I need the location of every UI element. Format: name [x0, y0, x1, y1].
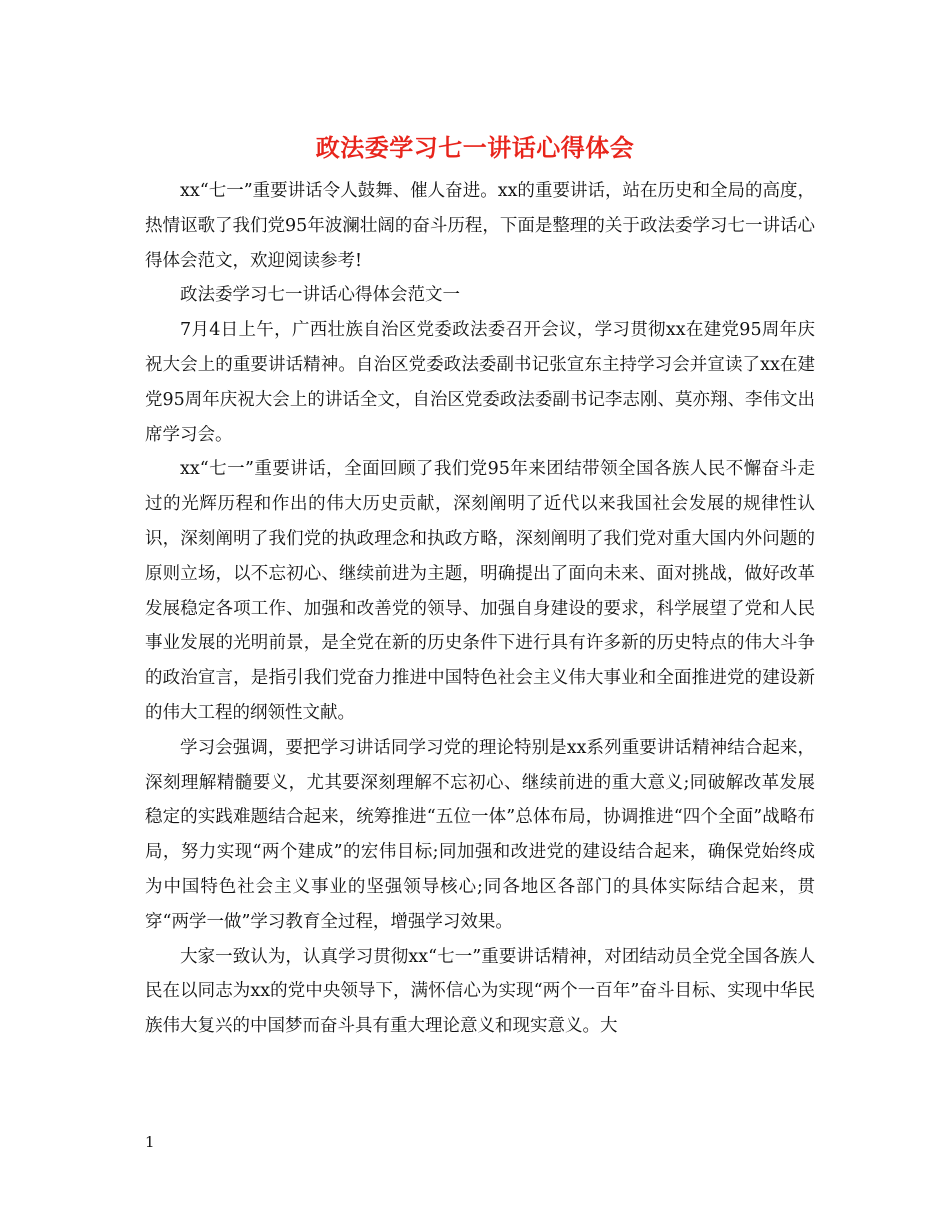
page-number: 1 [145, 1133, 155, 1151]
document-body [145, 174, 815, 1044]
paragraph-meeting: 7月4日上午，广西壮族自治区党委政法委召开会议，学习贯彻xx在建党95周年庆祝大会上的重要讲话精神。自治区党委政法委副书记张宣东主持学习会并宣读了xx在建党95周年庆祝大会上的讲话全文，自治区党委政法委副书记李志刚、莫亦翔、李伟文出席学习会。 [145, 320, 815, 445]
paragraph-consensus: 大家一致认为，认真学习贯彻xx“七一”重要讲话精神，对团结动员全党全国各族人民在以同志为xx的党中央领导下，满怀信心为实现“两个一百年”奋斗目标、实现中华民族伟大复兴的中国梦而奋斗具有重大理论意义和现实意义。大 [145, 946, 815, 1037]
paragraph-study-emphasis: 学习会强调，要把学习讲话同学习党的理论特别是xx系列重要讲话精神结合起来，深刻理解精髓要义，尤其要深刻理解不忘初心、继续前进的重大意义;同破解改革发展稳定的实践难题结合起来，统筹推进“五位一体”总体布局，协调推进“四个全面”战略布局，努力实现“两个建成”的宏伟目标;同加强和改进党的建设结合起来，确保党始终成为中国特色社会主义事业的坚强领导核心;同各地区各部门的具体实际结合起来，贯穿“两学一做”学习教育全过程，增强学习效果。 [145, 737, 815, 932]
paragraph-speech-summary: xx“七一”重要讲话，全面回顾了我们党95年来团结带领全国各族人民不懈奋斗走过的光辉历程和作出的伟大历史贡献，深刻阐明了近代以来我国社会发展的规律性认识，深刻阐明了我们党的执政理念和执政方略，深刻阐明了我们党对重大国内外问题的原则立场，以不忘初心、继续前进为主题，明确提出了面向未来、面对挑战，做好改革发展稳定各项工作、加强和改善党的领导、加强自身建设的要求，科学展望了党和人民事业发展的光明前景，是全党在新的历史条件下进行具有许多新的历史特点的伟大斗争的政治宣言，是指引我们党奋力推进中国特色社会主义伟大事业和全面推进党的建设新的伟大工程的纲领性文献。 [145, 459, 815, 723]
document-title: 政法委学习七一讲话心得体会 [315, 133, 635, 162]
paragraph-intro: xx“七一”重要讲话令人鼓舞、催人奋进。xx的重要讲话，站在历史和全局的高度，热情讴歌了我们党95年波澜壮阔的奋斗历程，下面是整理的关于政法委学习七一讲话心得体会范文，欢迎阅读参考! [145, 181, 815, 271]
section-heading: 政法委学习七一讲话心得体会范文一 [180, 285, 460, 306]
